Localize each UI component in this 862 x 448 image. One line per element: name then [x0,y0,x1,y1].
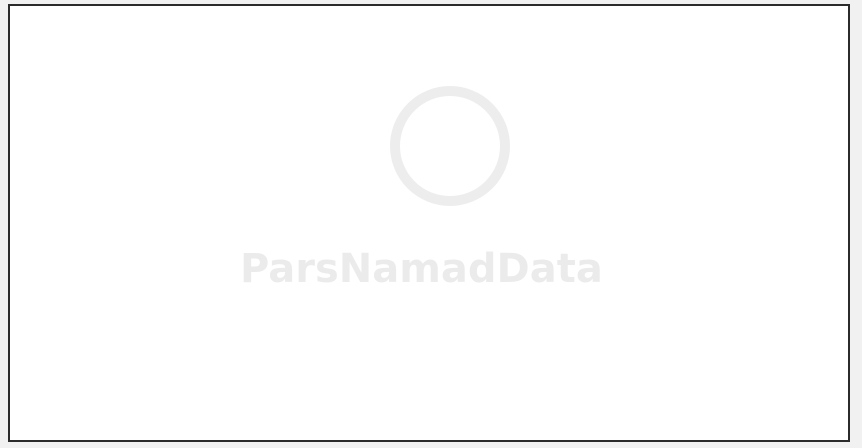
notice-line [18,130,840,148]
notice-line [18,292,840,310]
notice-frame [8,4,850,442]
watermark-text: ParsNamadData [240,246,603,292]
notice-line [18,184,840,202]
notice-line [18,76,840,94]
notice-line [18,112,840,130]
notice-line [18,274,840,292]
notice-line [18,238,840,256]
notice-line [18,220,840,238]
notice-line [18,256,840,274]
notice-line [18,310,840,328]
notice-line [18,202,840,220]
notice-line [18,346,840,364]
notice-title [18,12,840,34]
notice-line [18,94,840,112]
notice-line [18,328,840,346]
notice-line [18,364,840,382]
notice-line [18,148,840,166]
notice-signature [18,416,840,434]
notice-line [18,166,840,184]
notice-subtitle [18,36,840,58]
notice-line [18,382,840,400]
